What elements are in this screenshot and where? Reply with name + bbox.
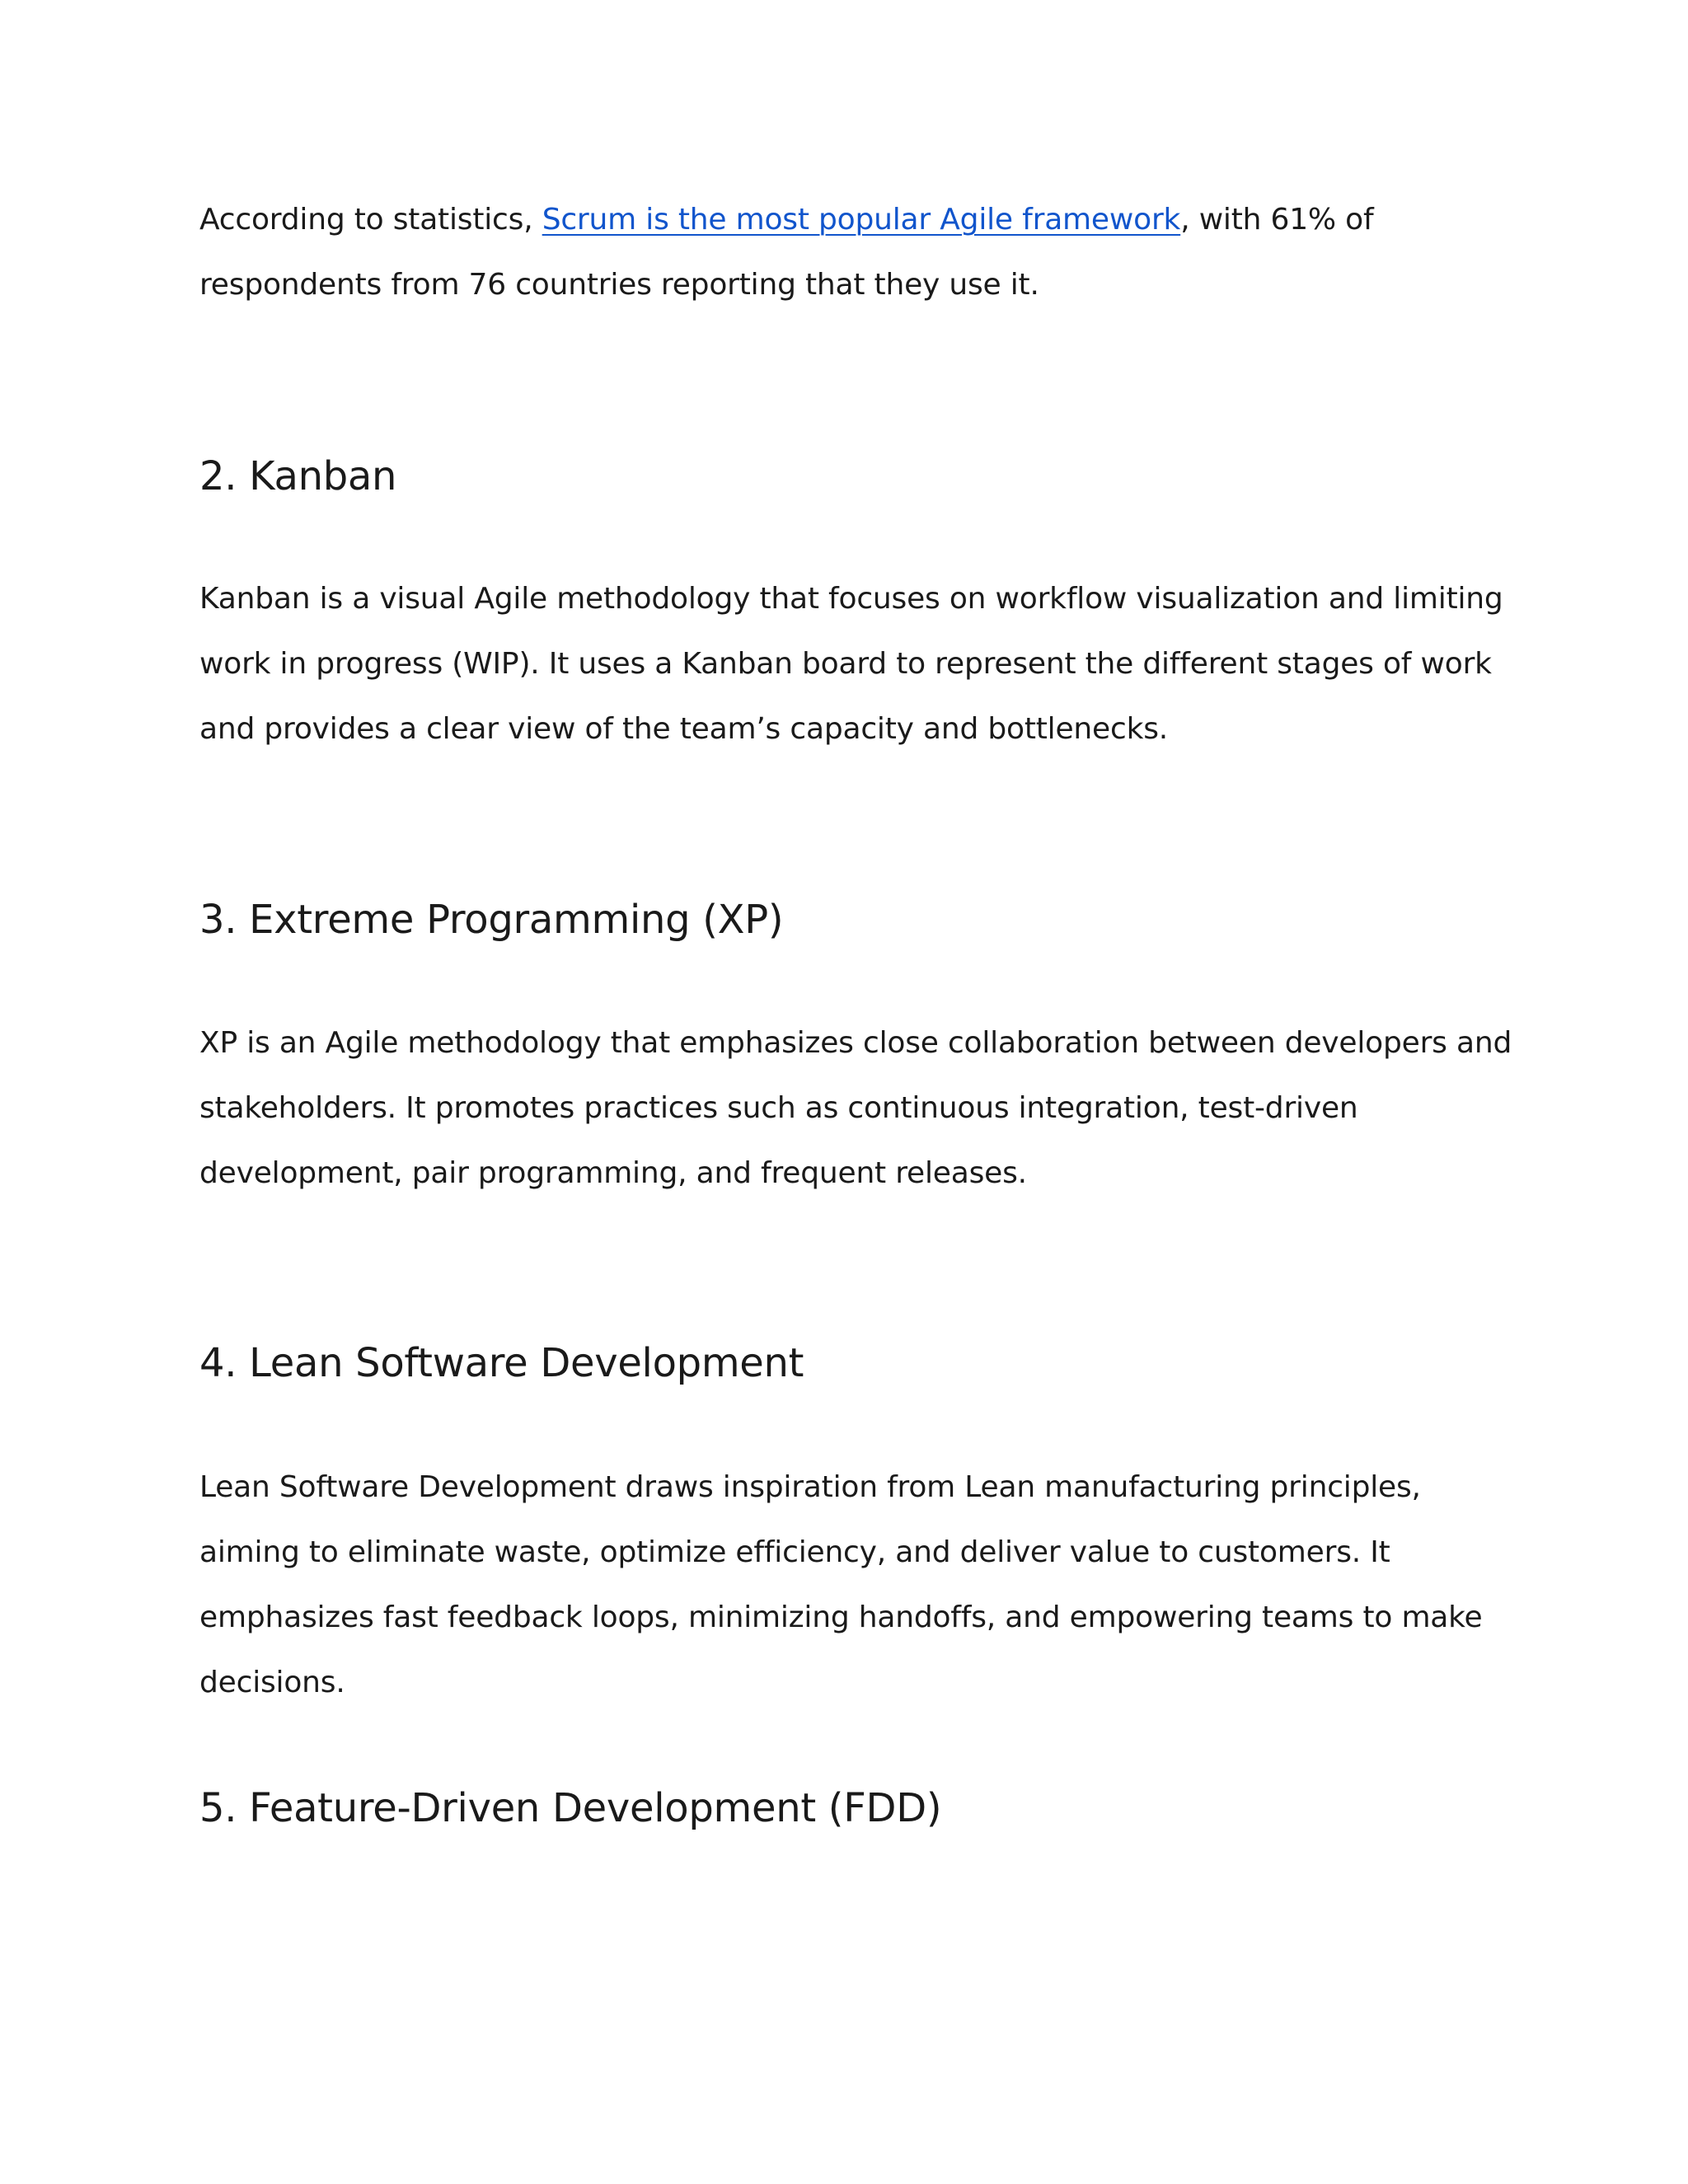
lean-heading: 4. Lean Software Development [199, 1340, 804, 1386]
xp-paragraph: XP is an Agile methodology that emphasizes close collaboration between developers and stakeholders. It promotes practices such as continuous integration, test-driven development, pair programming, and frequent releases. [199, 1026, 1512, 1190]
scrum-popularity-link[interactable]: Scrum is the most popular Agile framework [542, 203, 1181, 237]
fdd-section [199, 1783, 1518, 1833]
lean-section [199, 1338, 1518, 1388]
intro-section [199, 187, 1518, 317]
intro-suffix: , with 61% of respondents from 76 countries reporting that they use it. [199, 203, 1374, 302]
kanban-paragraph: Kanban is a visual Agile methodology that focuses on workflow visualization and limiting work in progress (WIP). It uses a Kanban board to represent the different stages of work and provides a clear view of the team’s capacity and bottlenecks. [199, 582, 1503, 746]
xp-body-block [199, 1010, 1518, 1206]
lean-body-block [199, 1455, 1518, 1715]
kanban-section [199, 452, 1518, 501]
lean-paragraph: Lean Software Development draws inspiration from Lean manufacturing principles, aiming to eliminate waste, optimize efficiency, and deliver value to customers. It emphasizes fast feedback loops, minimizing handoffs, and empowering teams to make decisions. [199, 1470, 1483, 1699]
fdd-heading: 5. Feature-Driven Development (FDD) [199, 1785, 942, 1831]
xp-section [199, 895, 1518, 944]
intro-paragraph [199, 187, 1518, 317]
kanban-heading: 2. Kanban [199, 453, 397, 499]
xp-heading: 3. Extreme Programming (XP) [199, 897, 784, 943]
intro-prefix: According to statistics, [199, 203, 542, 237]
kanban-body-block [199, 566, 1518, 762]
